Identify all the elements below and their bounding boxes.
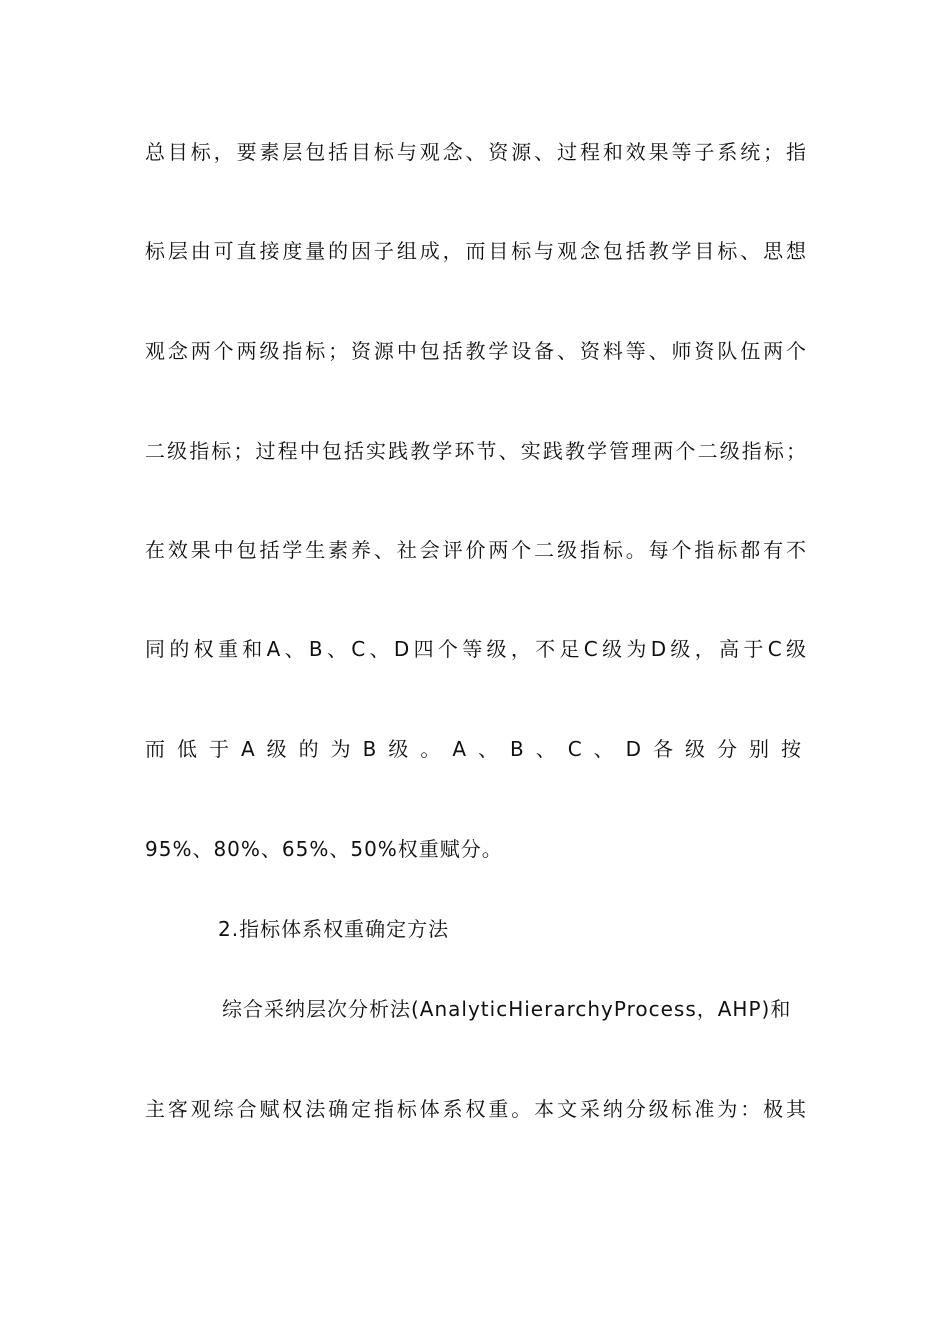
- text-line: 二级指标；过程中包括实践教学环节、实践教学管理两个二级指标；: [145, 439, 807, 463]
- text-line: 在效果中包括学生素养、社会评价两个二级指标。每个指标都有不: [145, 538, 807, 562]
- text-line: 观念两个两级指标；资源中包括教学设备、资料等、师资队伍两个: [145, 339, 807, 363]
- text-line: 综合采纳层次分析法(AnalyticHierarchyProcess，AHP)和: [222, 997, 792, 1021]
- text-line: 同的权重和A、B、C、D四个等级，不足C级为D级，高于C级: [145, 637, 807, 661]
- section-heading: 2.指标体系权重确定方法: [218, 917, 450, 941]
- text-line: 主客观综合赋权法确定指标体系权重。本文采纳分级标准为：极其: [145, 1097, 807, 1121]
- text-line: 标层由可直接度量的因子组成，而目标与观念包括教学目标、思想: [145, 239, 807, 263]
- text-line: 而低于A级的为B级。A、B、C、D各级分别按: [145, 737, 807, 761]
- text-line: 总目标，要素层包括目标与观念、资源、过程和效果等子系统；指: [145, 140, 807, 164]
- text-line: 95%、80%、65%、50%权重赋分。: [145, 837, 503, 861]
